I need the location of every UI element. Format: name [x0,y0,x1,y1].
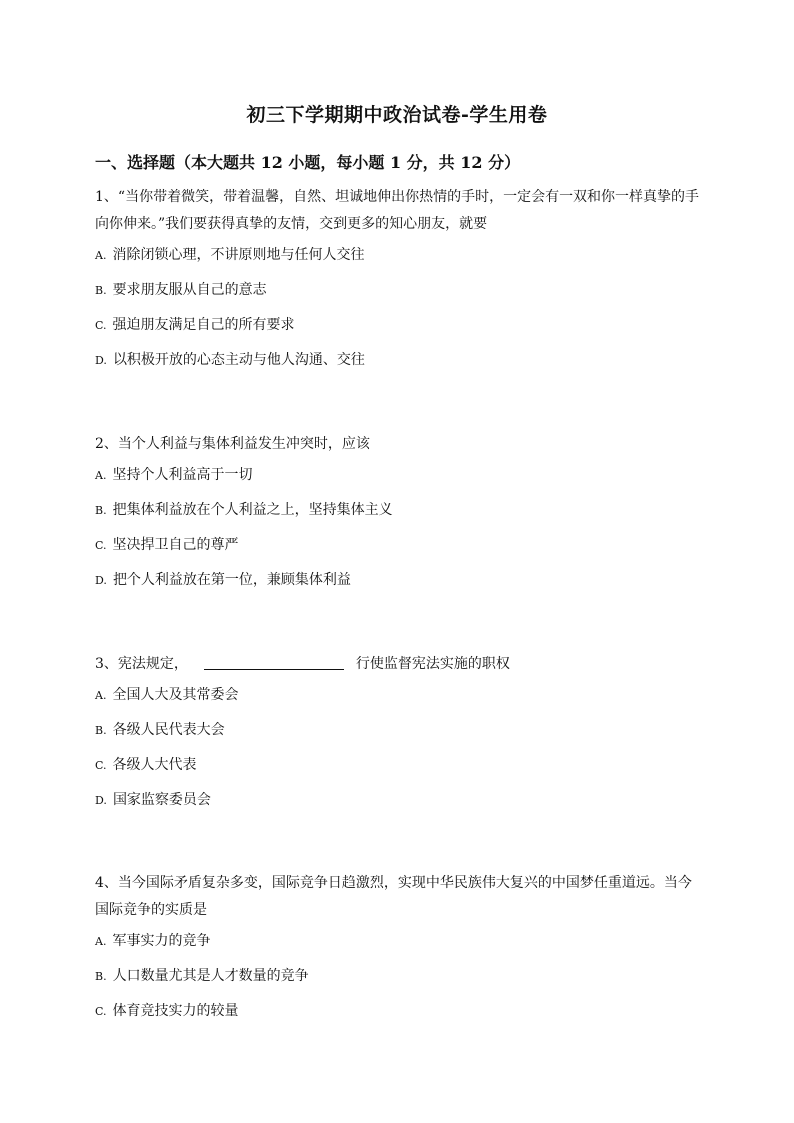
option-letter: C. [95,759,107,772]
option-text: 消除闭锁心理，不讲原则地与任何人交往 [112,247,365,263]
option-a [95,458,705,493]
stem-after-blank: 行使监督宪法实施的职权 [355,656,510,672]
option-a [95,924,705,959]
option-letter: C. [95,1005,107,1018]
option-a [95,238,705,273]
option-c [95,528,705,563]
option-text: 要求朋友服从自己的意志 [112,282,267,298]
option-text: 坚决捍卫自己的尊严 [112,537,239,553]
question-stem: 2、当个人利益与集体利益发生冲突时，应该 [95,436,370,452]
option-text: 强迫朋友满足自己的所有要求 [112,317,295,333]
option-text: 以积极开放的心态主动与他人沟通、交往 [112,352,365,368]
option-b [95,713,705,748]
option-letter: C. [95,539,107,552]
question-3 [95,651,705,818]
option-text: 体育竞技实力的较量 [112,1003,239,1019]
option-b [95,959,705,994]
option-c [95,994,705,1029]
option-text: 人口数量尤其是人才数量的竞争 [112,968,309,984]
option-c [95,308,705,343]
stem-before-blank: 3、宪法规定， [95,656,188,672]
option-letter: A. [95,935,107,948]
option-letter: A. [95,469,107,482]
section-heading: 一、选择题（本大题共 12 小题，每小题 1 分，共 12 分） [95,153,521,172]
option-letter: C. [95,319,107,332]
option-text: 各级人民代表大会 [112,722,225,738]
question-stem: 1、“当你带着微笑，带着温馨，自然、坦诚地伸出你热情的手时，一定会有一双和你一样真挚的手向你伸来。”我们要获得真挚的友情，交到更多的知心朋友，就要 [95,189,700,232]
option-letter: D. [95,354,107,367]
option-b [95,493,705,528]
option-text: 全国人大及其常委会 [112,687,239,703]
option-text: 把个人利益放在第一位，兼顾集体利益 [112,572,351,588]
option-letter: D. [95,574,107,587]
option-a [95,678,705,713]
page-title: 初三下学期期中政治试卷-学生用卷 [246,104,548,126]
question-stem [95,651,705,678]
option-text: 各级人大代表 [112,757,197,773]
option-text: 军事实力的竞争 [112,933,211,949]
question-stem: 4、当今国际矛盾复杂多变，国际竞争日趋激烈，实现中华民族伟大复兴的中国梦任重道远。当今国际竞争的实质是 [95,875,692,918]
question-4 [95,870,705,1029]
option-d [95,783,705,818]
option-text: 国家监察委员会 [112,792,211,808]
option-text: 坚持个人利益高于一切 [112,467,253,483]
option-letter: D. [95,794,107,807]
option-letter: A. [95,249,107,262]
option-letter: B. [95,724,107,737]
option-letter: B. [95,504,107,517]
answer-blank [204,655,344,670]
option-b [95,273,705,308]
question-2 [95,431,705,598]
question-1 [95,184,705,378]
option-letter: B. [95,970,107,983]
option-c [95,748,705,783]
option-text: 把集体利益放在个人利益之上，坚持集体主义 [112,502,393,518]
option-d [95,563,705,598]
option-d [95,343,705,378]
option-letter: B. [95,284,107,297]
option-letter: A. [95,689,107,702]
